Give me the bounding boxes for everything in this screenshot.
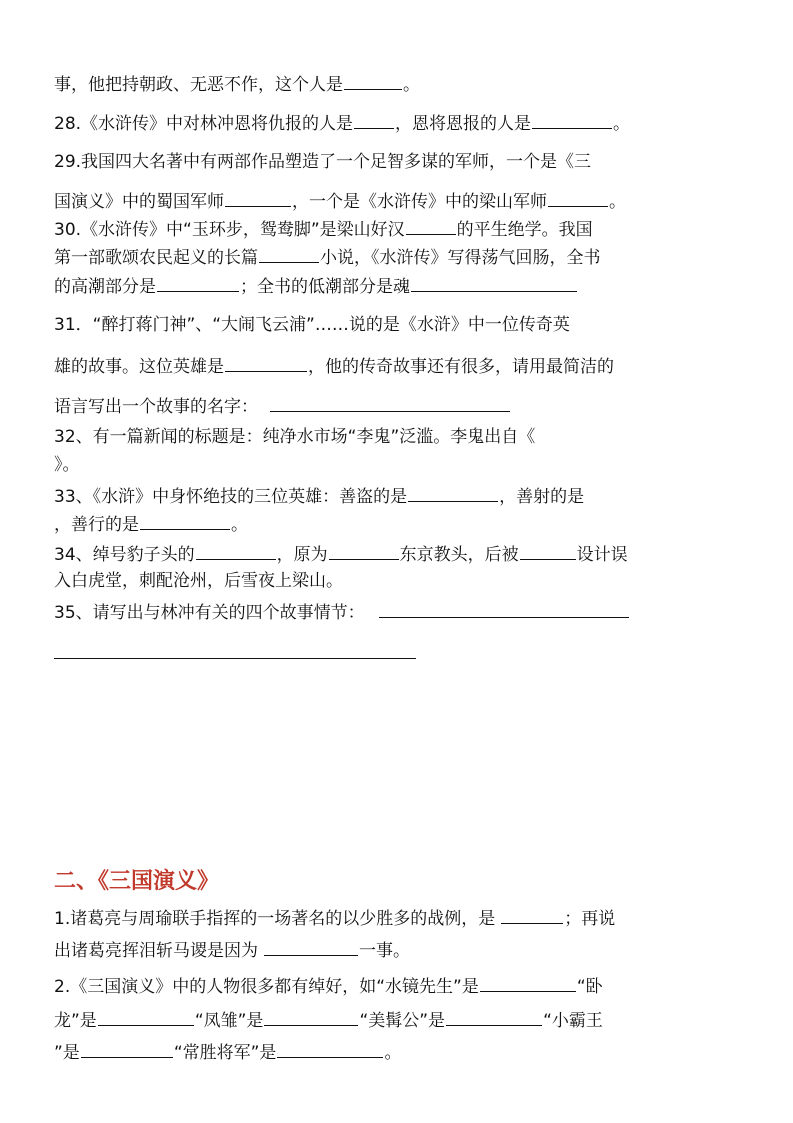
question-30-line3: 的高潮部分是 ；全书的低潮部分是魂 — [54, 274, 578, 298]
answer-blank[interactable] — [344, 72, 402, 90]
answer-blank[interactable] — [259, 245, 319, 263]
answer-blank[interactable] — [329, 542, 399, 560]
answer-blank[interactable] — [480, 974, 576, 992]
answer-blank[interactable] — [81, 1040, 173, 1058]
question-32-line2: 》。 — [54, 455, 80, 475]
answer-blank[interactable] — [140, 512, 230, 530]
s2-question-1-line1: 1.诸葛亮与周瑜联手指挥的一场著名的以少胜多的战例，是 ；再说 — [54, 906, 615, 930]
answer-blank[interactable] — [264, 938, 358, 956]
s2-question-2-line2: 龙”是 “凤雏”是 “美髯公”是 “小霸王 — [54, 1008, 603, 1032]
question-27-continued: 事，他把持朝政、无恶不作，这个人是 。 — [54, 72, 420, 96]
question-29-line2: 国演义》中的蜀国军师 ，一个是《水浒传》中的梁山军师 。 — [54, 189, 626, 213]
answer-blank[interactable] — [379, 600, 629, 618]
answer-blank[interactable] — [277, 1040, 383, 1058]
question-31-line2: 雄的故事。这位英雄是 ，他的传奇故事还有很多，请用最简洁的 — [54, 354, 614, 378]
s2-question-1-line2: 出诸葛亮挥泪斩马谡是因为 一事。 — [54, 938, 410, 962]
question-33-line2: ，善行的是 。 — [54, 512, 248, 536]
answer-blank[interactable] — [548, 189, 608, 207]
question-28: 28.《水浒传》中对林冲恩将仇报的人是 ，恩将恩报的人是 。 — [54, 111, 630, 135]
s2-question-2-line3: ”是 “常胜将军”是 。 — [54, 1040, 401, 1064]
answer-blank[interactable] — [408, 484, 498, 502]
answer-blank[interactable] — [196, 542, 276, 560]
answer-blank[interactable] — [532, 111, 612, 129]
question-30-line2: 第一部歌颂农民起义的长篇 小说，《水浒传》写得荡气回肠，全书 — [54, 245, 601, 269]
question-29-line1: 29.我国四大名著中有两部作品塑造了一个足智多谋的军师，一个是《三 — [54, 152, 592, 172]
answer-line[interactable] — [54, 658, 416, 659]
answer-blank[interactable] — [157, 274, 239, 292]
question-33-line1: 33、《水浒》中身怀绝技的三位英雄：善盗的是 ，善射的是 — [54, 484, 584, 508]
question-34-line1: 34、绰号豹子头的 ，原为 东京教头，后被 设计误 — [54, 542, 628, 566]
question-31-line1: 31．“醉打蒋门神”、“大闹飞云浦”……说的是《水浒》中一位传奇英 — [54, 315, 570, 335]
question-31-line3: 语言写出一个故事的名字： — [54, 394, 511, 418]
answer-blank[interactable] — [270, 394, 510, 412]
answer-blank[interactable] — [98, 1008, 194, 1026]
answer-blank[interactable] — [446, 1008, 542, 1026]
section-title: 二、《三国演义》 — [54, 869, 220, 894]
question-34-line2: 入白虎堂，刺配沧州，后雪夜上梁山。 — [54, 571, 343, 591]
question-35: 35、请写出与林冲有关的四个故事情节： — [54, 600, 630, 624]
question-32-line1: 32、有一篇新闻的标题是：纯净水市场“李鬼”泛滥。李鬼出自《 — [54, 427, 536, 447]
answer-blank[interactable] — [264, 1008, 358, 1026]
question-30-line1: 30.《水浒传》中“玉环步，鸳鸯脚”是梁山好汉 的平生绝学。我国 — [54, 217, 593, 241]
answer-blank[interactable] — [411, 274, 577, 292]
answer-blank[interactable] — [225, 354, 307, 372]
answer-blank[interactable] — [501, 906, 563, 924]
answer-blank[interactable] — [520, 542, 576, 560]
answer-blank[interactable] — [225, 189, 291, 207]
answer-blank[interactable] — [354, 111, 394, 129]
answer-blank[interactable] — [406, 217, 456, 235]
s2-question-2-line1: 2.《三国演义》中的人物很多都有绰好，如“水镜先生”是 “卧 — [54, 974, 603, 998]
